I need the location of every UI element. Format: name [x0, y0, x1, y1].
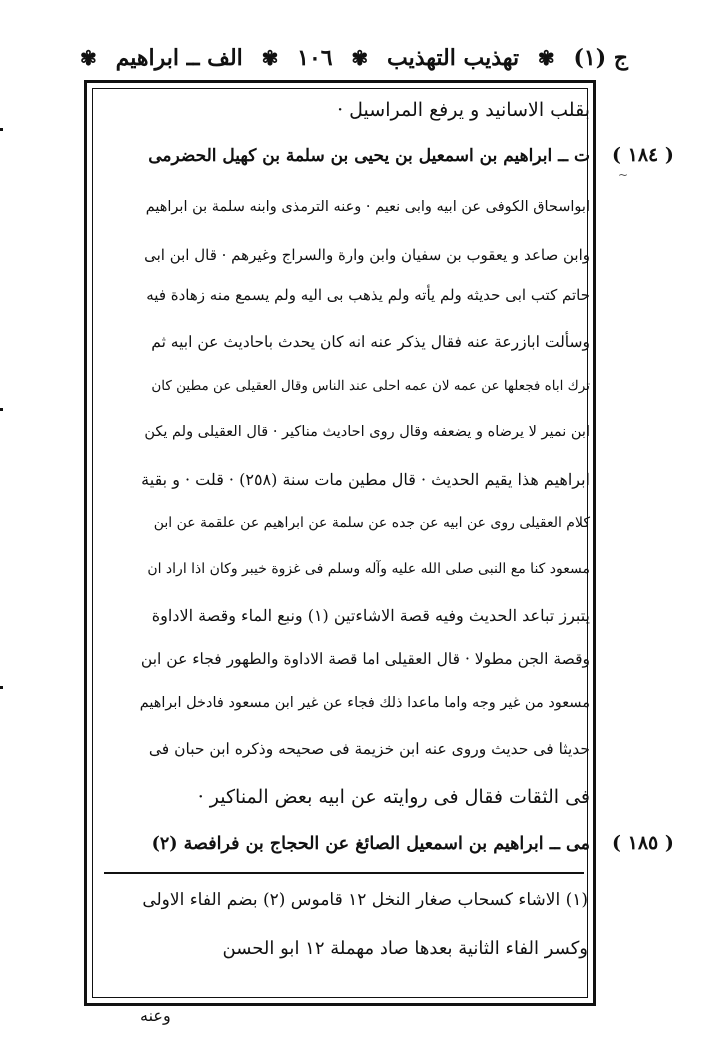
- text-line: ترك اباه فجعلها عن عمه لان عمه احلى عند الناس وقال العقيلى عن مطين كان: [151, 378, 590, 394]
- entry-heading: مى ــ ابراهيم بن اسمعيل الصائغ عن الحجاج بن فرافصة (٢): [151, 834, 590, 854]
- scan-mark: [0, 408, 3, 411]
- page-frame-inner: [92, 88, 588, 998]
- scan-mark: ~: [618, 168, 629, 182]
- text-line: وابن صاعد و يعقوب بن سفيان وابن وارة والسراج وغيرهم · قال ابن ابى: [144, 246, 590, 264]
- text-line: فى الثقات فقال فى روايته عن ابيه بعض المناكير ·: [197, 786, 590, 808]
- volume-label: ج (١): [573, 45, 628, 71]
- flower-ornament-icon: ✾: [351, 46, 369, 70]
- text-line: ابواسحاق الكوفى عن ابيه وابى نعيم · وعنه الترمذى وابنه سلمة بن ابراهيم: [145, 199, 590, 215]
- entry-heading: ت ــ ابراهيم بن اسمعيل بن يحيى بن سلمة بن كهيل الحضرمى: [148, 146, 590, 166]
- text-line: حديثا فى حديث وروى عنه ابن خزيمة فى صحيحه وذكره ابن حبان فى: [148, 740, 590, 758]
- scan-mark: [0, 686, 3, 689]
- text-line: ابن نمير لا يرضاه و يضعفه وقال روى احاديث مناكير · قال العقيلى ولم يكن: [144, 424, 590, 440]
- flower-ornament-icon: ✾: [80, 46, 97, 70]
- text-line: يتبرز تباعد الحديث وفيه قصة الاشاءتين (١) ونبع الماء وقصة الاداوة: [151, 606, 590, 625]
- flower-ornament-icon: ✾: [537, 46, 555, 70]
- footnote-rule: [104, 872, 584, 874]
- text-line: حاتم كتب ابى حديثه ولم يأته ولم يذهب بى اليه ولم يسمع منه زهادة فيه: [146, 286, 590, 304]
- entry-number: ( ١٨٥ ): [612, 832, 674, 854]
- catchword: وعنه: [140, 1006, 171, 1025]
- page-number: ١٠٦: [297, 45, 333, 71]
- text-line: وقصة الجن مطولا · قال العقيلى اما قصة الاداوة والطهور فجاء عن ابن: [140, 650, 590, 668]
- entry-number: ( ١٨٤ ): [612, 144, 674, 166]
- text-line: كلام العقيلى روى عن ابيه عن جده عن سلمة عن ابراهيم عن علقمة عن ابن: [153, 515, 590, 531]
- scan-mark: [0, 128, 3, 131]
- running-header: [80, 38, 628, 78]
- text-line: مسعود كنا مع النبى صلى الله عليه وآله وسلم فى غزوة خيبر وكان اذا اراد ان: [147, 561, 590, 577]
- flower-ornament-icon: ✾: [261, 46, 279, 70]
- text-line: ابراهيم هذا يقيم الحديث · قال مطين مات سنة (٢٥٨) · قلت · و بقية: [141, 470, 590, 489]
- book-title: تهذيب التهذيب: [387, 45, 520, 71]
- footnote-line: وكسر الفاء الثانية بعدها صاد مهملة ١٢ ابو الحسن: [222, 938, 588, 959]
- section-label: الف ــ ابراهيم: [115, 45, 243, 71]
- footnote-line: (١) الاشاء كسحاب صغار النخل ١٢ قاموس (٢) بضم الفاء الاولى: [142, 890, 588, 910]
- text-line: مسعود من غير وجه واما ماعدا ذلك فجاء عن غير ابن مسعود فادخل ابراهيم: [139, 695, 590, 711]
- text-line: وسألت ابازرعة عنه فقال يذكر عنه انه كان يحدث باحاديث عن ابيه ثم: [151, 333, 590, 351]
- text-line: بقلب الاسانيد و يرفع المراسيل ·: [337, 99, 590, 121]
